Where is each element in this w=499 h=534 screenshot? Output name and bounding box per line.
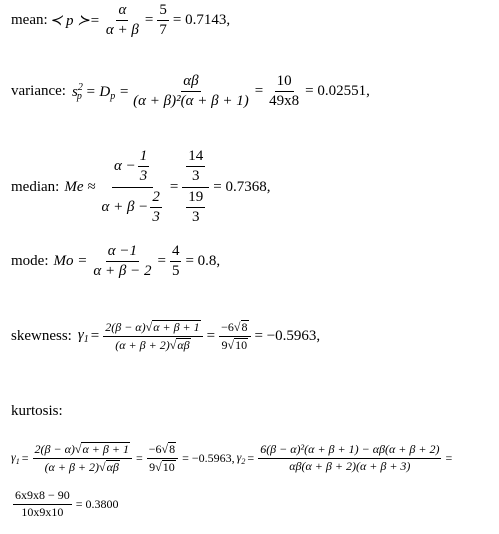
median-value-fraction: $\frac{\frac{14}{3}}{\frac{19}{3}}$ — [182, 148, 209, 226]
skewness-value-fraction: $\frac{-6√8}{9√10}$ — [219, 320, 250, 353]
mode-lhs: Mo = — [53, 253, 88, 270]
skewness-fraction: $\frac{2(\beta - \alpha)√\alpha + \beta + 1}{(\alpha + \beta + 2)√\alpha\beta}$ — [103, 320, 202, 353]
kurtosis-heading — [11, 403, 63, 420]
variance-fraction: $\frac{\alpha\beta}{\text{(α + β)²(α + β + 1)}}$ — [133, 73, 249, 110]
gamma2-symbol: $\gamma_2$ — [236, 450, 246, 467]
mean-label: mean: — [11, 12, 48, 29]
variance-value-fraction: $\frac{10}{49x8}$ — [269, 73, 300, 110]
kurtosis-gamma1-value: $\frac{-6√8}{9√10}$ — [147, 442, 178, 475]
mean-result: = 0.7143, — [172, 12, 231, 29]
skewness-formula: skewness: $\gamma_1$ = $\frac{2(\beta - \alpha)√\alpha + \beta + 1}{(\alpha + \beta + 2)√\alpha\beta}$ = $\frac{-6√8}{9√10}$ = −0.5963, — [11, 320, 321, 352]
kurtosis-result-line — [11, 489, 121, 520]
median-result: = 0.7368, — [213, 178, 271, 195]
gamma1-symbol: $\gamma_1$ — [11, 450, 20, 467]
skewness-lhs: $\gamma_1$ — [77, 327, 89, 346]
mode-label: mode: — [11, 253, 49, 270]
mean-fraction: $\frac{\alpha}{\alpha + \beta}$ — [105, 2, 139, 39]
kurtosis-result: = 0.3800 — [75, 496, 119, 511]
variance-lhs: $s^2_p = D_p$ = — [71, 81, 130, 102]
median-lhs: Me ≈ — [64, 178, 96, 195]
mode-value-fraction: $\frac{4}{5}$ — [171, 243, 180, 280]
mean-formula: mean: ≺ p ≻= $\frac{\alpha}{\alpha + \beta}$ = $\frac{5}{7}$ = 0.7143, — [11, 2, 231, 39]
variance-label: variance: — [11, 83, 66, 100]
mode-result: = 0.8, — [185, 253, 221, 270]
kurtosis-gamma2-fraction: $\frac{\text{6(β − α)²(α + β + 1) − αβ(α + β + 2)}}{\alpha\beta(\alpha + \beta + 2)(\alpha + \beta + 3)}$ — [260, 442, 440, 473]
mode-formula: mode: Mo = $\frac{\alpha -1}{\alpha + \beta - 2}$ = $\frac{4}{5}$ = 0.8, — [11, 243, 221, 280]
skewness-label: skewness: — [11, 327, 72, 344]
variance-result: = 0.02551, — [305, 83, 370, 100]
kurtosis-gamma1-fraction: $\frac{2(\beta - \alpha)√\alpha + \beta + 1}{(\alpha + \beta + 2)√\alpha\beta}$ — [33, 442, 132, 475]
median-formula: median: Me ≈ α − $\frac{1}{3}$ α + β − $\frac{2}{3}$ = $\frac{\frac{14}{3}}{\frac{19}{3}}$ = 0.7368, — [11, 148, 271, 225]
mean-lhs: ≺ p ≻= — [49, 13, 100, 30]
kurtosis-value-fraction: $\frac{6x9x8 - 90}{10x9x10}$ — [15, 488, 70, 519]
median-fraction: α − $\frac{1}{3}$ α + β − $\frac{2}{3}$ — [101, 148, 160, 225]
kurtosis-formula: $\gamma_1$ = $\frac{2(\beta - \alpha)√\alpha + \beta + 1}{(\alpha + \beta + 2)√\alpha\beta}$ = $\frac{-6√8}{9√10}$ = −0.5963, $\gamma_2$ = $\frac{\text{6(β − α)²(α + β + 1) − αβ(α + β + 2)}}{\alpha\beta(\alpha + \beta + 2)(\alpha + \beta + 3)}$ = — [11, 442, 453, 474]
mode-fraction: $\frac{\alpha -1}{\alpha + \beta - 2}$ — [93, 243, 152, 280]
skewness-result: = −0.5963, — [254, 327, 321, 344]
variance-formula: variance: $s^2_p = D_p$ = $\frac{\alpha\beta}{\text{(α + β)²(α + β + 1)}}$ = $\frac{10}{49x8}$ = 0.02551, — [11, 73, 370, 110]
mean-value-fraction: $\frac{5}{7}$ — [159, 2, 167, 39]
kurtosis-label: kurtosis: — [11, 403, 63, 419]
median-label: median: — [11, 178, 60, 195]
